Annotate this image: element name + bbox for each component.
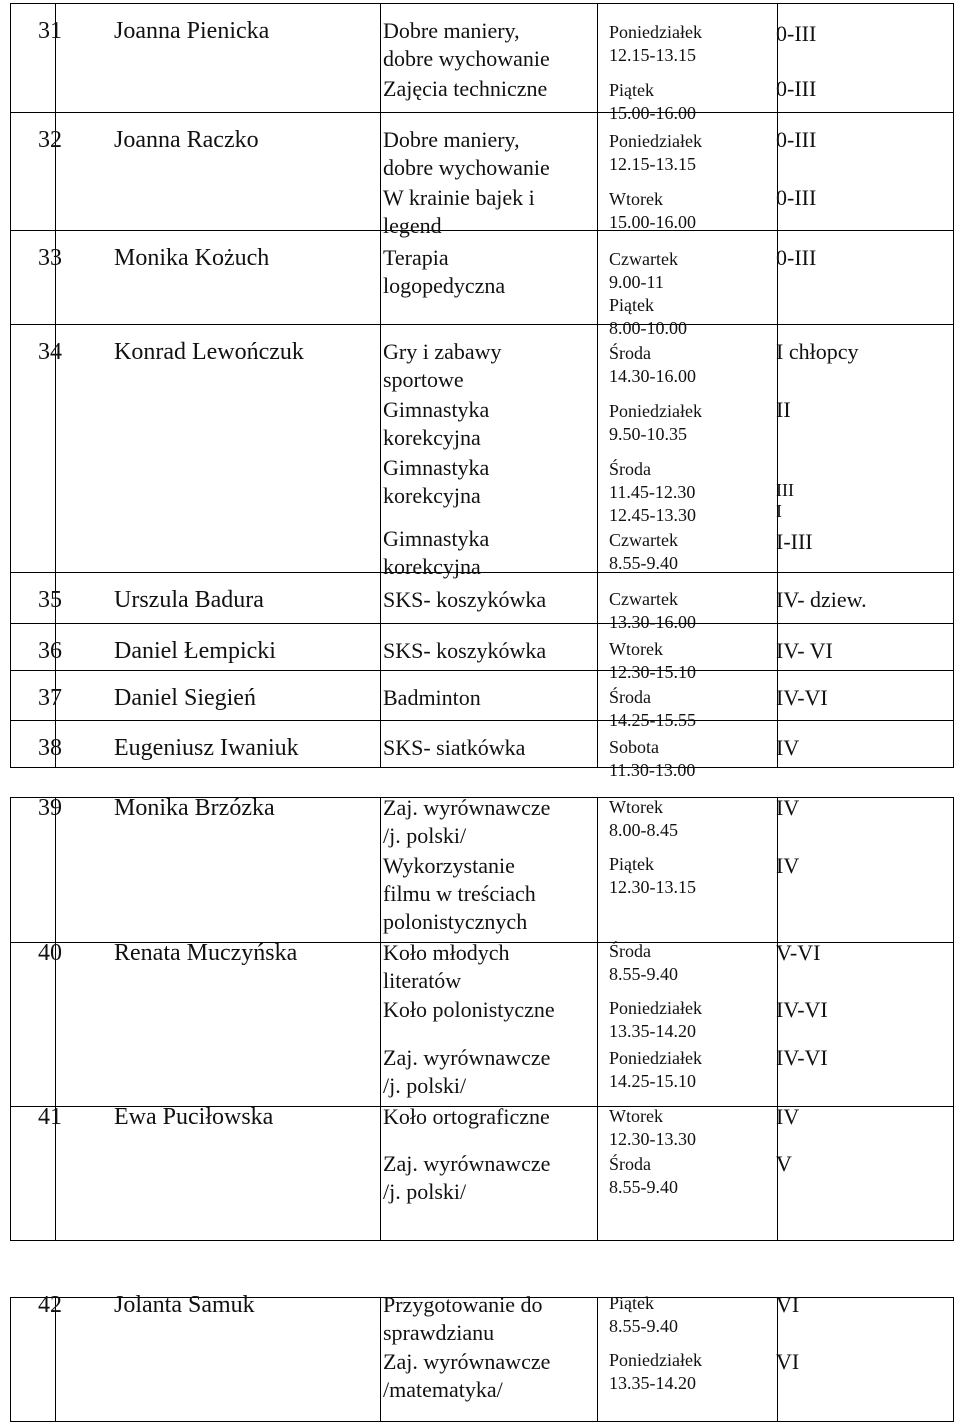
class-range: 0-III — [776, 245, 817, 270]
time-line: Środa — [609, 459, 651, 479]
table-body — [11, 1292, 954, 1422]
time-cell — [598, 325, 778, 573]
number-cell-content — [11, 624, 62, 670]
row-number: 42 — [38, 1292, 62, 1318]
activity-line: korekcyjna — [383, 483, 481, 508]
number-cell — [11, 325, 62, 573]
activity-line: /j. polski/ — [383, 823, 467, 848]
table-row — [11, 1107, 954, 1241]
activity-cell-content — [381, 624, 597, 670]
activity-line: Koło młodych — [383, 940, 510, 965]
activity-line: /j. polski/ — [383, 1179, 467, 1204]
class-cell — [776, 1292, 954, 1422]
class-range: IV- VI — [776, 638, 833, 663]
class-cell — [778, 573, 954, 624]
number-cell — [11, 671, 62, 721]
class-cell — [778, 231, 954, 325]
activity-cell-content — [381, 671, 597, 720]
time-line: Poniedziałek — [609, 401, 702, 421]
time-cell-content — [598, 671, 777, 730]
activity-cell-content — [381, 231, 597, 324]
row-number: 40 — [38, 940, 62, 966]
number-cell-content — [11, 1104, 62, 1240]
class-cell-content — [778, 721, 953, 767]
time-line: 9.50-10.35 — [609, 424, 687, 444]
time-line: 12.30-13.30 — [609, 1129, 696, 1149]
time-line: 14.30-16.00 — [609, 366, 696, 386]
number-cell — [11, 231, 62, 325]
table-row — [11, 1298, 954, 1422]
activity-cell — [381, 624, 598, 671]
time-line: Poniedziałek — [609, 998, 702, 1018]
time-cell — [598, 943, 778, 1107]
time-line: Poniedziałek — [609, 131, 702, 151]
time-line: Wtorek — [609, 639, 663, 659]
table-body — [11, 4, 954, 780]
class-range: I-III — [776, 529, 813, 554]
activity-cell — [381, 573, 598, 624]
activity-line: Gimnastyka — [383, 526, 490, 551]
table-body — [11, 795, 954, 1241]
number-cell-content — [11, 671, 62, 720]
activity-line: Terapia — [383, 245, 449, 270]
activity-cell — [381, 671, 598, 721]
time-line: Poniedziałek — [609, 22, 702, 42]
teacher-name: Eugeniusz Iwaniuk — [114, 735, 299, 761]
time-line: 8.00-10.00 — [609, 318, 687, 338]
time-line: Piątek — [609, 1293, 654, 1313]
activity-cell — [381, 1292, 598, 1422]
activity-line: logopedyczna — [383, 273, 506, 298]
name-cell-content — [56, 573, 380, 623]
row-number: 35 — [38, 587, 62, 613]
activity-cell-content — [381, 573, 597, 623]
activity-line: Gimnastyka — [383, 397, 490, 422]
time-line: 8.55-9.40 — [609, 1177, 678, 1197]
time-line: Sobota — [609, 737, 660, 757]
class-cell — [776, 795, 954, 943]
name-cell-content — [56, 113, 380, 230]
time-cell — [598, 671, 778, 730]
time-line: Piątek — [609, 854, 654, 874]
time-line: 8.55-9.40 — [609, 964, 678, 984]
time-line: 13.30-16.00 — [609, 612, 696, 632]
time-line: 13.35-14.20 — [609, 1021, 696, 1041]
time-line: Wtorek — [609, 189, 663, 209]
time-line: 12.45-13.30 — [609, 505, 696, 525]
teacher-name: Ewa Puciłowska — [114, 1104, 274, 1130]
number-cell-content — [11, 113, 62, 230]
name-cell — [56, 231, 381, 325]
time-cell — [598, 113, 778, 231]
time-line: Czwartek — [609, 530, 678, 550]
time-line: 12.30-13.15 — [609, 877, 696, 897]
class-range: 0-III — [776, 21, 817, 46]
name-cell — [56, 940, 381, 1107]
number-cell-content — [11, 721, 62, 767]
class-cell — [778, 671, 954, 721]
activity-line: dobre wychowanie — [383, 46, 550, 71]
name-cell — [56, 325, 381, 573]
time-cell-content — [598, 624, 777, 682]
number-cell-content — [11, 795, 62, 942]
number-cell — [11, 795, 62, 943]
table-row — [11, 671, 954, 721]
class-range: VI — [776, 1349, 800, 1374]
class-cell-content — [776, 1104, 953, 1240]
name-cell — [56, 4, 381, 113]
class-cell-content — [776, 1292, 953, 1421]
time-cell-content — [598, 1107, 777, 1240]
time-line: 9.00-11 — [609, 272, 664, 292]
time-line: Środa — [609, 343, 651, 363]
table-row — [11, 943, 954, 1107]
teacher-name: Konrad Lewończuk — [114, 339, 304, 365]
time-cell — [598, 721, 778, 780]
name-cell-content — [56, 325, 380, 572]
activity-line: filmu w treściach — [383, 881, 536, 906]
number-cell-content — [11, 940, 62, 1106]
time-cell-content — [598, 325, 777, 572]
number-cell-content — [11, 1292, 62, 1421]
number-cell-content — [11, 325, 62, 572]
schedule-table-1 — [10, 3, 954, 780]
time-line: Poniedziałek — [609, 1350, 702, 1370]
time-cell — [598, 624, 778, 682]
time-cell-content — [598, 573, 777, 632]
activity-line: Koło polonistyczne — [383, 997, 555, 1022]
teacher-name: Daniel Łempicki — [114, 638, 276, 664]
name-cell — [56, 721, 381, 768]
time-cell — [598, 231, 778, 338]
time-line: 12.15-13.15 — [609, 154, 696, 174]
time-cell-content — [598, 231, 777, 338]
teacher-name: Urszula Badura — [114, 587, 264, 613]
table-row — [11, 624, 954, 671]
class-range: IV- dziew. — [776, 587, 867, 612]
name-cell — [56, 113, 381, 231]
row-number: 31 — [38, 18, 62, 44]
class-range: IV-VI — [776, 997, 828, 1022]
class-cell-content — [778, 4, 953, 112]
activity-line: korekcyjna — [383, 554, 481, 579]
teacher-name: Monika Kożuch — [114, 245, 270, 271]
time-cell — [598, 4, 778, 123]
time-line: Środa — [609, 687, 651, 707]
name-cell-content — [56, 671, 380, 720]
activity-line: Wykorzystanie — [383, 853, 515, 878]
name-cell — [56, 624, 381, 671]
number-cell-content — [11, 231, 62, 324]
activity-line: Dobre maniery, — [383, 18, 520, 43]
class-range: I — [776, 501, 782, 521]
class-cell-content — [778, 113, 953, 230]
number-cell — [11, 721, 62, 768]
activity-cell — [381, 940, 598, 1107]
time-line: 14.25-15.10 — [609, 1071, 696, 1091]
time-line: 8.55-9.40 — [609, 1316, 678, 1336]
time-line: 11.30-13.00 — [609, 760, 696, 780]
activity-line: W krainie bajek i — [383, 185, 535, 210]
class-range: IV-VI — [776, 685, 828, 710]
activity-line: Dobre maniery, — [383, 127, 520, 152]
name-cell-content — [56, 1104, 380, 1240]
class-range: I chłopcy — [776, 339, 859, 364]
time-line: 12.15-13.15 — [609, 45, 696, 65]
time-line: 8.00-8.45 — [609, 820, 678, 840]
activity-cell — [381, 325, 598, 579]
number-cell — [11, 113, 62, 231]
time-line: 15.00-16.00 — [609, 212, 696, 232]
class-cell — [778, 624, 954, 671]
row-number: 33 — [38, 245, 62, 271]
activity-line: legend — [383, 213, 442, 238]
time-cell — [598, 798, 778, 943]
time-cell-content — [598, 721, 777, 780]
time-cell-content — [598, 943, 777, 1106]
name-cell-content — [56, 795, 380, 942]
activity-line: Zaj. wyrównawcze — [383, 1349, 551, 1374]
name-cell — [56, 795, 381, 943]
name-cell-content — [56, 721, 380, 767]
number-cell — [11, 940, 62, 1107]
time-line: Czwartek — [609, 249, 678, 269]
time-cell-content — [598, 1293, 777, 1421]
class-range: 0-III — [776, 127, 817, 152]
activity-cell — [381, 795, 598, 943]
activity-line: Przygotowanie do — [383, 1292, 543, 1317]
name-cell-content — [56, 1292, 380, 1421]
class-cell — [778, 721, 954, 768]
activity-line: polonistycznych — [383, 909, 528, 934]
time-line: Poniedziałek — [609, 1048, 702, 1068]
time-line: Środa — [609, 941, 651, 961]
time-cell-content — [598, 113, 777, 230]
time-line: Środa — [609, 1154, 651, 1174]
teacher-name: Monika Brzózka — [114, 795, 275, 821]
row-number: 41 — [38, 1104, 62, 1130]
table-row — [11, 721, 954, 768]
name-cell-content — [56, 4, 380, 112]
class-cell — [778, 4, 954, 113]
time-line: Wtorek — [609, 1106, 663, 1126]
row-number: 38 — [38, 735, 62, 761]
class-cell — [776, 940, 954, 1107]
class-range: V-VI — [776, 940, 821, 965]
activity-line: Gry i zabawy — [383, 339, 502, 364]
activity-line: /j. polski/ — [383, 1073, 467, 1098]
class-cell-content — [778, 325, 953, 572]
activity-line: Zaj. wyrównawcze — [383, 1045, 551, 1070]
class-range: IV — [776, 735, 800, 760]
row-number: 36 — [38, 638, 62, 664]
teacher-name: Joanna Pienicka — [114, 18, 270, 44]
activity-line: SKS- siatkówka — [383, 735, 526, 760]
activity-line: sprawdzianu — [383, 1320, 495, 1345]
activity-cell-content — [381, 113, 597, 238]
teacher-name: Daniel Siegień — [114, 685, 256, 711]
schedule-table-3 — [10, 1292, 954, 1422]
time-line: Piątek — [609, 295, 654, 315]
name-cell — [56, 671, 381, 721]
class-cell-content — [778, 671, 953, 720]
row-number: 37 — [38, 685, 62, 711]
name-cell-content — [56, 940, 380, 1106]
class-cell — [778, 325, 954, 573]
activity-cell-content — [381, 1292, 597, 1421]
class-range: II — [776, 397, 791, 422]
class-range: III — [776, 480, 794, 500]
activity-cell-content — [381, 1104, 597, 1240]
class-cell-content — [778, 624, 953, 670]
name-cell — [56, 1104, 381, 1241]
activity-line: Zaj. wyrównawcze — [383, 795, 551, 820]
time-cell-content — [598, 4, 777, 123]
table-row — [11, 113, 954, 231]
row-number: 39 — [38, 795, 62, 821]
class-cell-content — [778, 573, 953, 623]
number-cell — [11, 624, 62, 671]
activity-cell — [381, 721, 598, 768]
activity-line: SKS- koszykówka — [383, 638, 547, 663]
time-line: Piątek — [609, 80, 654, 100]
class-cell-content — [776, 940, 953, 1106]
name-cell-content — [56, 231, 380, 324]
name-cell — [56, 573, 381, 624]
table-row — [11, 573, 954, 624]
class-range: IV-VI — [776, 1045, 828, 1070]
activity-line: Koło ortograficzne — [383, 1104, 550, 1129]
time-line: 15.00-16.00 — [609, 103, 696, 123]
activity-cell — [381, 231, 598, 325]
number-cell — [11, 1104, 62, 1241]
time-line: 14.25-15.55 — [609, 710, 696, 730]
activity-line: Zaj. wyrównawcze — [383, 1151, 551, 1176]
activity-line: /matematyka/ — [383, 1377, 503, 1402]
time-cell — [598, 573, 778, 632]
time-cell — [598, 1293, 778, 1422]
teacher-name: Renata Muczyńska — [114, 940, 298, 966]
number-cell — [11, 4, 62, 113]
class-range: VI — [776, 1292, 800, 1317]
number-cell-content — [11, 4, 62, 112]
class-range: 0-III — [776, 76, 817, 101]
time-cell-content — [598, 798, 777, 942]
class-range: 0-III — [776, 185, 817, 210]
class-cell — [776, 1104, 954, 1241]
activity-line: korekcyjna — [383, 425, 481, 450]
row-number: 34 — [38, 339, 62, 365]
activity-line: dobre wychowanie — [383, 155, 550, 180]
time-line: 13.35-14.20 — [609, 1373, 696, 1393]
schedule-table-2 — [10, 797, 954, 1241]
activity-line: SKS- koszykówka — [383, 587, 547, 612]
teacher-name: Jolanta Samuk — [114, 1292, 255, 1318]
name-cell-content — [56, 624, 380, 670]
class-range: IV — [776, 795, 800, 820]
activity-cell — [381, 1104, 598, 1241]
activity-cell-content — [381, 721, 597, 767]
activity-cell-content — [381, 4, 597, 112]
time-line: 11.45-12.30 — [609, 482, 696, 502]
row-number: 32 — [38, 127, 62, 153]
table-row — [11, 4, 954, 113]
time-line: Wtorek — [609, 797, 663, 817]
table-row — [11, 231, 954, 325]
activity-cell-content — [381, 325, 597, 579]
class-cell-content — [778, 231, 953, 324]
activity-cell-content — [381, 940, 597, 1106]
time-line: 12.30-15.10 — [609, 662, 696, 682]
table-row — [11, 798, 954, 943]
activity-line: sportowe — [383, 367, 464, 392]
activity-cell — [381, 4, 598, 113]
table-row — [11, 325, 954, 573]
class-cell-content — [776, 795, 953, 942]
class-range: IV — [776, 853, 800, 878]
class-range: IV — [776, 1104, 800, 1129]
activity-line: Gimnastyka — [383, 455, 490, 480]
time-cell — [598, 1107, 778, 1241]
number-cell — [11, 1292, 62, 1422]
activity-line: Badminton — [383, 685, 481, 710]
class-range: V — [776, 1151, 792, 1176]
activity-line: Zajęcia techniczne — [383, 76, 548, 101]
number-cell — [11, 573, 62, 624]
teacher-name: Joanna Raczko — [114, 127, 259, 153]
activity-cell-content — [381, 795, 597, 942]
class-cell — [778, 113, 954, 231]
number-cell-content — [11, 573, 62, 623]
time-line: Czwartek — [609, 589, 678, 609]
time-line: 8.55-9.40 — [609, 553, 678, 573]
activity-cell — [381, 113, 598, 238]
name-cell — [56, 1292, 381, 1422]
activity-line: literatów — [383, 968, 462, 993]
